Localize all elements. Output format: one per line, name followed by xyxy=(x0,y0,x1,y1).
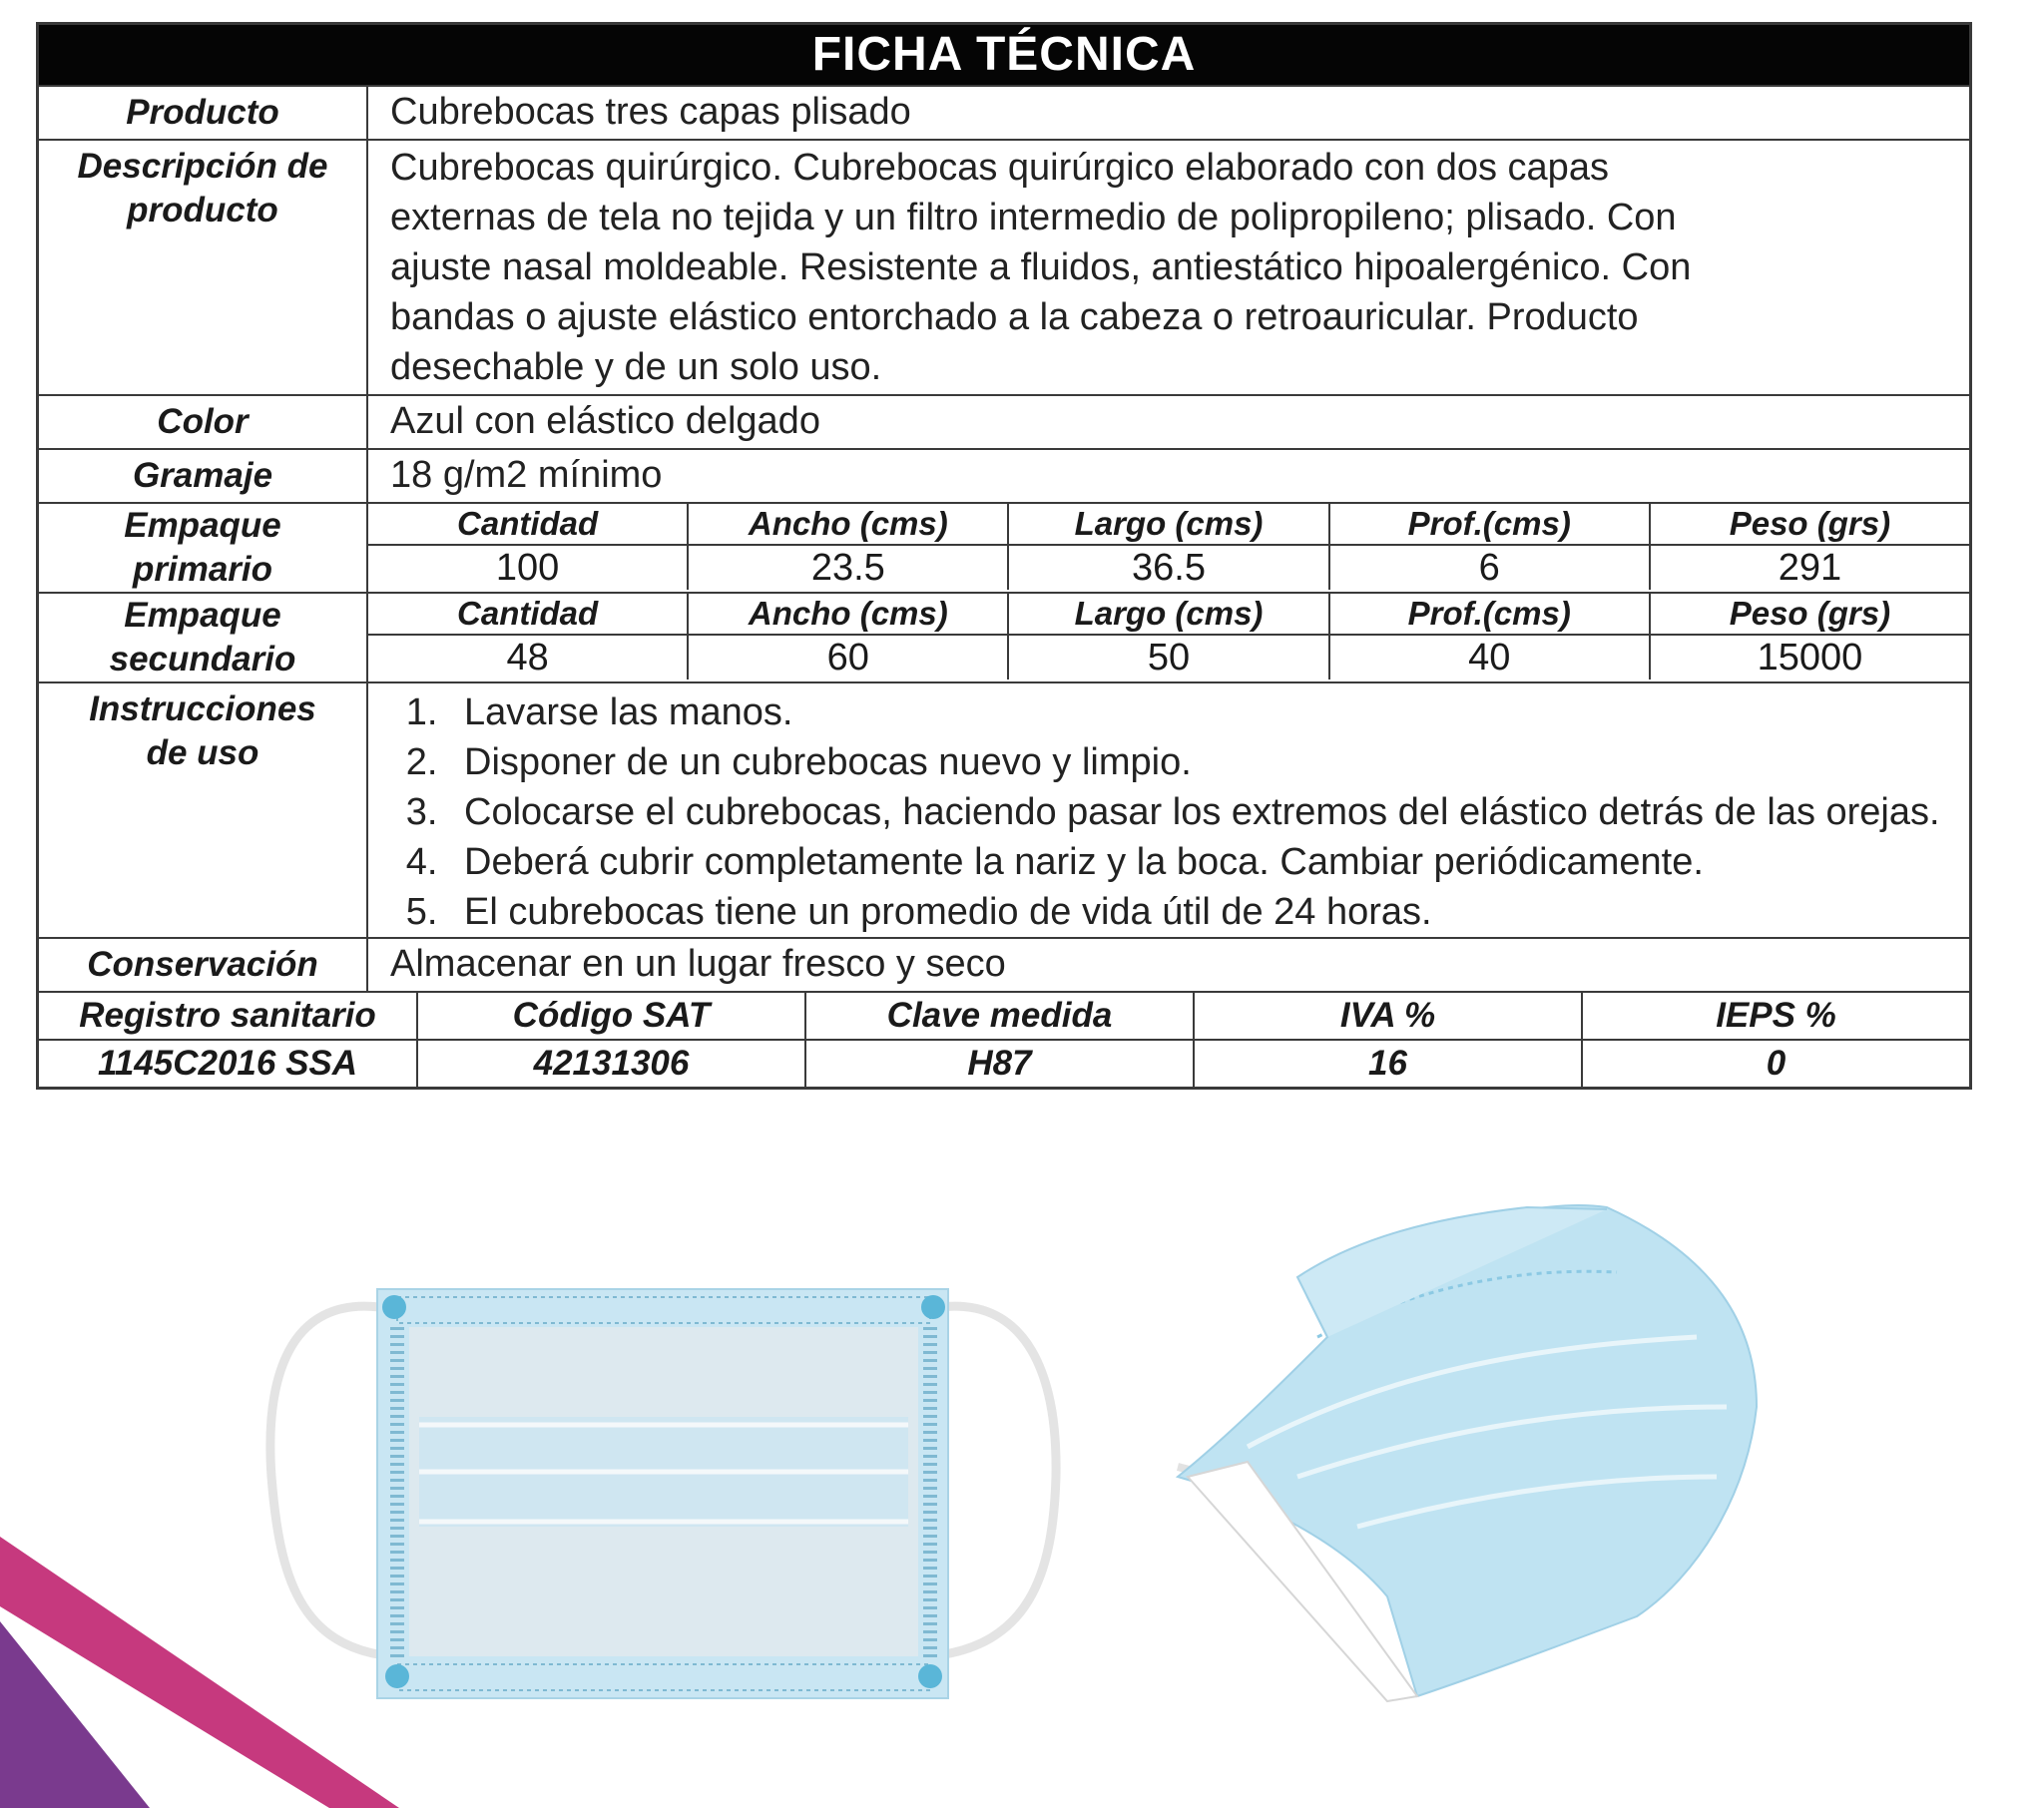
description-line: bandas o ajuste elástico entorchado a la cabeza o retroauricular. Producto xyxy=(390,296,1639,338)
pack-value-cell: 6 xyxy=(1328,546,1649,590)
description-line: Cubrebocas quirúrgico. Cubrebocas quirúrgico elaborado con dos capas xyxy=(390,147,1609,189)
pack-header-cell: Largo (cms) xyxy=(1007,504,1327,544)
technical-sheet xyxy=(36,22,1972,1090)
ieps-column xyxy=(1581,993,1969,1087)
instructions-label-line1: Instrucciones xyxy=(89,689,316,728)
registry-header: Registro sanitario xyxy=(79,996,376,1035)
ieps-header: IEPS % xyxy=(1716,996,1836,1035)
pack-header-cell: Ancho (cms) xyxy=(687,594,1007,634)
product-images xyxy=(0,1177,2044,1808)
description-line: ajuste nasal moldeable. Resistente a fluidos, antiestático hipoalergénico. Con xyxy=(390,246,1692,288)
description-row xyxy=(39,139,1969,394)
color-row xyxy=(39,394,1969,448)
description-label-line1: Descripción de xyxy=(77,147,328,186)
description-label-line2: producto xyxy=(127,191,278,229)
pack-header-cell: Cantidad xyxy=(457,505,599,542)
weight-row xyxy=(39,448,1969,502)
sheet-title: FICHA TÉCNICA xyxy=(39,25,1969,85)
instructions-list xyxy=(368,683,1969,937)
primary-pack-label xyxy=(39,504,368,592)
pack-header-row xyxy=(368,594,1969,634)
secondary-pack-label-line1: Empaque xyxy=(124,596,281,635)
pack-value-cell: 23.5 xyxy=(687,546,1007,590)
sat-code-column xyxy=(416,993,804,1087)
sat-code-header: Código SAT xyxy=(512,996,711,1035)
pack-value-cell: 36.5 xyxy=(1007,546,1327,590)
description-label xyxy=(39,141,368,394)
primary-pack-label-line1: Empaque xyxy=(124,506,281,545)
description-value xyxy=(368,141,1969,394)
sat-code-value: 42131306 xyxy=(418,1039,804,1087)
instruction-step: 3. Colocarse el cubrebocas, haciendo pasar los extremos del elástico detrás de las orejas. xyxy=(448,787,1949,837)
pack-header-cell: Ancho (cms) xyxy=(687,504,1007,544)
instructions-value xyxy=(368,683,1969,937)
description-line: desechable y de un solo uso. xyxy=(390,346,882,388)
instruction-step: 1. Lavarse las manos. xyxy=(448,687,1949,737)
product-label: Producto xyxy=(39,87,368,139)
ieps-value: 0 xyxy=(1583,1039,1969,1087)
registry-value: 1145C2016 SSA xyxy=(39,1039,416,1087)
primary-pack-row xyxy=(39,502,1969,592)
pack-value-cell: 50 xyxy=(1007,636,1327,679)
folded-mask-image xyxy=(1178,1205,1757,1701)
pack-value-cell: 15000 xyxy=(1649,636,1969,679)
pack-value-cell: 100 xyxy=(495,547,560,589)
pack-value-cell: 40 xyxy=(1328,636,1649,679)
unit-key-column xyxy=(804,993,1193,1087)
primary-pack-table xyxy=(368,504,1969,592)
instructions-row xyxy=(39,681,1969,937)
primary-pack-label-line2: primario xyxy=(132,550,273,589)
secondary-pack-label-line2: secundario xyxy=(109,640,296,678)
pack-value-row xyxy=(368,634,1969,679)
instructions-label-line2: de uso xyxy=(146,733,259,772)
conservation-value: Almacenar en un lugar fresco y seco xyxy=(390,943,1006,985)
product-value: Cubrebocas tres capas plisado xyxy=(390,91,911,133)
pack-header-cell: Cantidad xyxy=(457,595,599,632)
color-label: Color xyxy=(39,396,368,448)
pack-header-cell: Largo (cms) xyxy=(1007,594,1327,634)
secondary-pack-row xyxy=(39,592,1969,681)
secondary-pack-table xyxy=(368,594,1969,681)
iva-value: 16 xyxy=(1195,1039,1581,1087)
conservation-row xyxy=(39,937,1969,991)
pack-value-cell: 60 xyxy=(687,636,1007,679)
flat-mask-image xyxy=(270,1289,1056,1698)
color-value: Azul con elástico delgado xyxy=(390,400,820,442)
weight-label: Gramaje xyxy=(39,450,368,502)
secondary-pack-label xyxy=(39,594,368,681)
instruction-step: 5. El cubrebocas tiene un promedio de vida útil de 24 horas. xyxy=(448,887,1949,937)
registry-column xyxy=(39,993,416,1087)
unit-key-header: Clave medida xyxy=(886,996,1113,1035)
conservation-label: Conservación xyxy=(39,939,368,991)
pack-header-cell: Peso (grs) xyxy=(1649,594,1969,634)
weight-value: 18 g/m2 mínimo xyxy=(390,454,663,496)
pack-value-row xyxy=(368,544,1969,590)
iva-column xyxy=(1193,993,1581,1087)
registry-table xyxy=(39,991,1969,1087)
pack-header-cell: Prof.(cms) xyxy=(1328,504,1649,544)
pack-value-cell: 291 xyxy=(1649,546,1969,590)
unit-key-value: H87 xyxy=(806,1039,1193,1087)
iva-header: IVA % xyxy=(1339,996,1436,1035)
instruction-step: 4. Deberá cubrir completamente la nariz y la boca. Cambiar periódicamente. xyxy=(448,837,1949,887)
pack-header-cell: Peso (grs) xyxy=(1649,504,1969,544)
pack-header-cell: Prof.(cms) xyxy=(1328,594,1649,634)
instruction-step: 2. Disponer de un cubrebocas nuevo y limpio. xyxy=(448,737,1949,787)
description-line: externas de tela no tejida y un filtro intermedio de polipropileno; plisado. Con xyxy=(390,197,1677,238)
instructions-label xyxy=(39,683,368,937)
pack-header-row xyxy=(368,504,1969,544)
product-row xyxy=(39,85,1969,139)
pack-value-cell: 48 xyxy=(506,637,549,678)
